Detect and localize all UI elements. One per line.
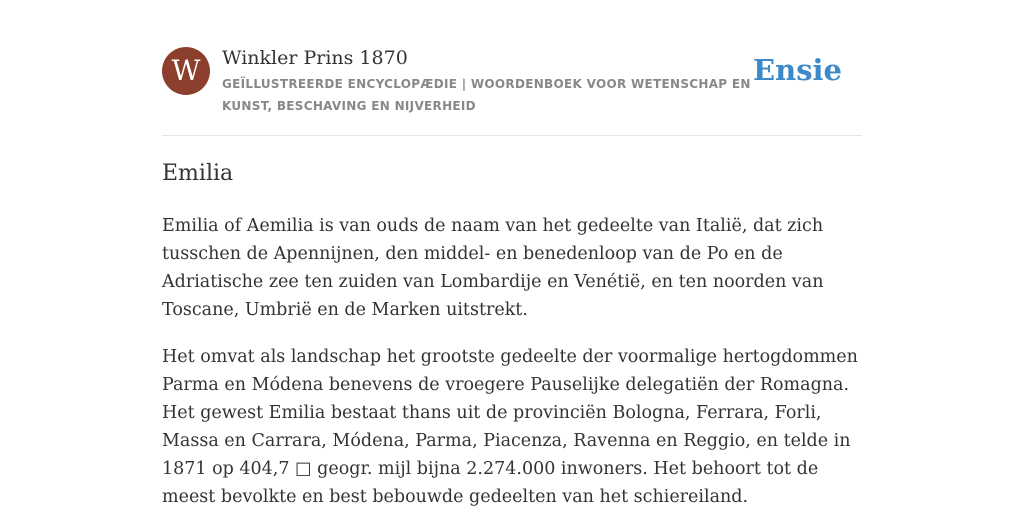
- header-divider: [162, 135, 862, 136]
- source-avatar[interactable]: W: [162, 47, 210, 95]
- source-subtitle: GEÏLLUSTREERDE ENCYCLOPÆDIE | WOORDENBOEK VOOR WETENSCHAP EN KUNST, BESCHAVING EN NIJVERHEID: [222, 77, 751, 113]
- ensie-logo[interactable]: Ensie: [753, 53, 842, 87]
- entry-body: [162, 212, 864, 512]
- entry-paragraph: Emilia of Aemilia is van ouds de naam van het gedeelte van Italië, dat zich tusschen de Apennijnen, den middel- en benedenloop van de Po en de Adriatische zee ten zuiden van Lombardije en Venétië, en ten noorden van Toscane, Umbrië en de Marken uitstrekt.: [162, 216, 824, 320]
- entry-paragraph: Het omvat als landschap het grootste gedeelte der voormalige hertogdommen Parma en Módena benevens de vroegere Pauselijke delegatiën der Romagna. Het gewest Emilia bestaat thans uit de provinciën Bologna, Ferrara, Forli, Massa en Carrara, Módena, Parma, Piacenza, Ravenna en Reggio, en telde in 1871 op 404,7 □ geogr. mijl bijna 2.274.000 inwoners. Het behoort tot de meest bevolkte en best bebouwde gedeelten van het schiereiland.: [162, 347, 858, 507]
- entry-title: Emilia: [162, 161, 234, 186]
- source-title[interactable]: Winkler Prins 1870: [222, 47, 408, 69]
